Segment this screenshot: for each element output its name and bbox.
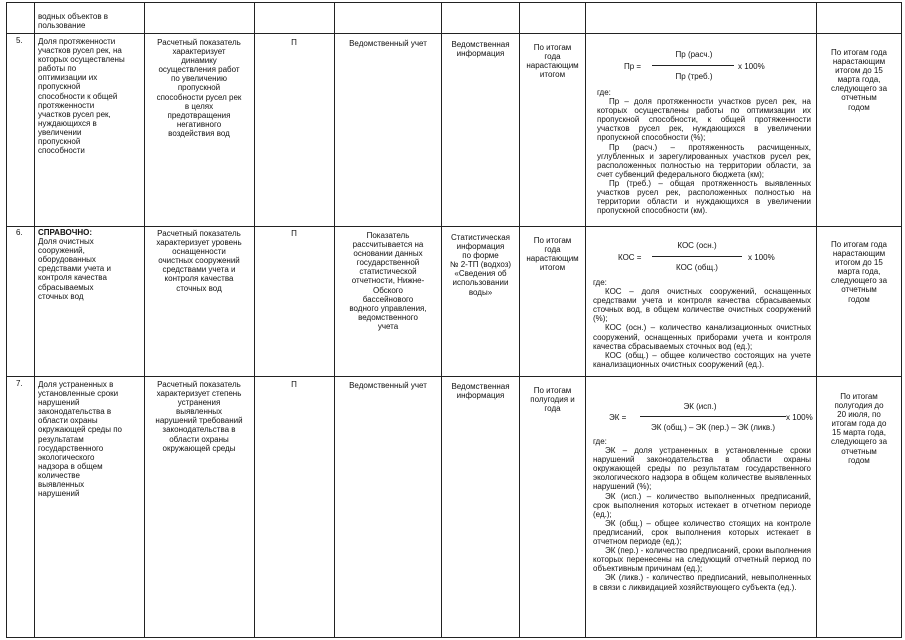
row-5-method: Ведомственный учет — [349, 39, 427, 48]
row-5-deadline: По итогам года нарастающим итогом до 15 марта года, следующего за отчетным годом — [830, 48, 888, 112]
row-divider — [6, 226, 902, 227]
table-border-top — [6, 2, 902, 3]
col-line — [334, 2, 335, 638]
row-6-source: Статистическая информация по форме № 2-ТП (водхоз) «Сведения об использовании воды» — [449, 233, 512, 297]
row-7-period: По итогам полугодия и года — [530, 386, 575, 414]
row-5-period: По итогам года нарастающим итогом — [526, 43, 579, 80]
table-border-right — [901, 2, 902, 638]
document-page: водных объектов в пользование 5. Доля протяженности участков русел рек, на которых осуществлены работы по оптимизации их пропускной способности к общей протяженности участков русел рек, нуждающихся в увеличении пропускной способности Расчетный показатель характеризует динамику осуществления работ по увеличению пропускной способности русел рек в целях предотвращения негативного воздействия вод П Ведомственный учет Ведомственная информация По итогам года нарастающим итогом Пр = Пр (расч.) Пр (треб.) х 100% где: Пр – доля протяженности участков русел рек, на которых осуществлены работы по оптимизации их пропускной способности, к общей протяженности участков русел рек, нуждающихся в увеличении пропускной способности (%); Пр (расч.) – протяженность расчищенных, углубленных и зарегулированных участков русел рек, расположенных полностью на территории области, за счет субвенций федерального бюджета (км); Пр (треб.) – общая протяженность выявленных участков русел рек, расположенных полностью на территории области и нуждающихся в увеличении пропускной способности (км). По итогам года нарастающим итогом до 15 марта года, следующего за отчетным годом 6. СПРАВОЧНО: Доля очистных сооружений, оборудованных средствами учета и контроля качества сбрасываемых сточных вод Расчетный показатель характеризует уровень оснащенности очистных сооружений средствами учета и контроля качества сточных вод П Показатель рассчитывается на основании данных государственной статистической отчетности, Нижне- Обского бассейнового водного управления, ведомственного учета Статистическая информация по форме № 2-ТП (водхоз) «Сведения об использовании воды» По итогам года нарастающим итогом КОС = КОС (осн.) КОС (общ.) х 100% где: КОС – доля очистных сооружений, оснащенных средствами учета и контроля качества сбрасываемых сточных вод, в общем количестве очистных сооружений (%); КОС (осн.) – количество канализационных очистных сооружений, оснащенных приборами учета и контроля качества сбрасываемых сточных вод (ед.); КОС (общ.) – общее количество состоящих на учете канализационных очистных сооружений (ед.). По итогам года нарастающим итогом до 15 марта года, следующего за отчетным годом 7. Доля устраненных в установленные сроки нарушений законодательства в области охраны окружающей среды по результатам государственного экологического надзора в общем количестве выявленных нарушений Расчетный показатель характеризует степень устранения выявленных нарушений требований законодательства в области охраны окружающей среды П Ведомственный учет Ведомственная информация По итогам полугодия и года ЭК = ЭК (исп.) ЭК (общ.) – ЭК (пер.) – ЭК (ликв.) х 100% где: ЭК – доля устраненных в установленные сроки нарушений законодательства в области охраны окружающей среды по результатам государственного экологического надзора в общем количестве выявленных нарушений (%); ЭК (исп.) – количество выполненных предписаний, срок выполнения которых истекает в отчетном периоде (ед.); ЭК (общ.) – общее количество стоящих на контроле предписаний, срок выполнения которых истекает в отчетном периоде (ед.); ЭК (пер.) - количество предписаний, сроки выполнения которых перенесены на следующий отчетный период по объективным причинам (ед.); ЭК (ликв.) - количество предписаний, невыполненных в связи с ликвидацией хозяйствующего субъекта (ед.). По итогам полугодия до 20 июля, по итогам года до 15 марта года, следующего за отчетным годом — [0, 0, 905, 640]
row-7-source: Ведомственная информация — [451, 382, 510, 401]
row-7-formula-explanation: где: ЭК – доля устраненных в установленные сроки нарушений законодательства в области охраны окружающей среды по результатам государственного экологического надзора в общем количестве выявленных нарушений (%); ЭК (исп.) – количество выполненных предписаний, срок выполнения которых истекает в отчетном периоде (ед.); ЭК (общ.) – общее количество стоящих на контроле предписаний, срок выполнения которых истекает в отчетном периоде (ед.); ЭК (пер.) - количество предписаний, сроки выполнения которых перенесены на следующий отчетный период по объективным причинам (ед.); ЭК (ликв.) - количество предписаний, невыполненных в связи с ликвидацией хозяйствующего субъекта (ед.). — [593, 437, 811, 592]
row-6-code: П — [291, 229, 297, 238]
top-row-fragment: водных объектов в пользование — [38, 12, 109, 31]
col-line — [144, 2, 145, 638]
row-divider — [6, 33, 902, 34]
row-6-period: По итогам года нарастающим итогом — [526, 236, 579, 273]
col-line — [34, 2, 35, 638]
row-6-indicator-type: Расчетный показатель характеризует уровень оснащенности очистных сооружений средствами учета и контроля качества сточных вод — [156, 229, 242, 293]
row-7-indicator-type: Расчетный показатель характеризует степень устранения выявленных нарушений требований законодательства в области охраны окружающей среды — [155, 380, 243, 453]
row-6-indicator-name: СПРАВОЧНО: Доля очистных сооружений, оборудованных средствами учета и контроля качества сбрасываемых сточных вод — [38, 228, 111, 301]
row-6-method: Показатель рассчитывается на основании данных государственной статистической отчетности, Нижне- Обского бассейнового водного управления, ведомственного учета — [349, 231, 427, 331]
col-line — [254, 2, 255, 638]
row-divider — [6, 376, 902, 377]
col-line — [585, 2, 586, 638]
row-7-method: Ведомственный учет — [349, 381, 427, 390]
row-5-indicator-type: Расчетный показатель характеризует динамику осуществления работ по увеличению пропускной способности русел рек в целях предотвращения негативного воздействия вод — [156, 38, 242, 138]
col-line — [6, 2, 7, 638]
row-6-deadline: По итогам года нарастающим итогом до 15 марта года, следующего за отчетным годом — [830, 240, 888, 304]
row-6-number: 6. — [16, 228, 23, 237]
row-5-source: Ведомственная информация — [451, 40, 510, 59]
row-7-number: 7. — [16, 379, 23, 388]
row-7-deadline: По итогам полугодия до 20 июля, по итогам года до 15 марта года, следующего за отчетным годом — [830, 392, 888, 465]
row-5-formula-explanation: где: Пр – доля протяженности участков русел рек, на которых осуществлены работы по оптимизации их пропускной способности, к общей протяженности участков русел рек, нуждающихся в увеличении пропускной способности (%); Пр (расч.) – протяженность расчищенных, углубленных и зарегулированных участков русел рек, расположенных полностью на территории области, за счет субвенций федерального бюджета (км); Пр (треб.) – общая протяженность выявленных участков русел рек, расположенных полностью на территории области и нуждающихся в увеличении пропускной способности (км). — [597, 88, 811, 216]
row-6-formula-explanation: где: КОС – доля очистных сооружений, оснащенных средствами учета и контроля качества сбрасываемых сточных вод, в общем количестве очистных сооружений (%); КОС (осн.) – количество канализационных очистных сооружений, оснащенных приборами учета и контроля качества сбрасываемых сточных вод (ед.); КОС (общ.) – общее количество состоящих на учете канализационных очистных сооружений (ед.). — [593, 278, 811, 369]
row-5-indicator-name: Доля протяженности участков русел рек, на которых осуществлены работы по оптимизации их пропускной способности к общей протяженности участков русел рек, нуждающихся в увеличении пропускной способности — [38, 37, 125, 156]
row-5-code: П — [291, 38, 297, 47]
row-7-indicator-name: Доля устраненных в установленные сроки нарушений законодательства в области охраны окружающей среды по результатам государственного экологического надзора в общем количестве выявленных нарушений — [38, 380, 122, 499]
col-line — [816, 2, 817, 638]
table-border-bottom — [6, 637, 902, 638]
col-line — [519, 2, 520, 638]
row-5-number: 5. — [16, 36, 23, 45]
col-line — [441, 2, 442, 638]
row-7-code: П — [291, 380, 297, 389]
